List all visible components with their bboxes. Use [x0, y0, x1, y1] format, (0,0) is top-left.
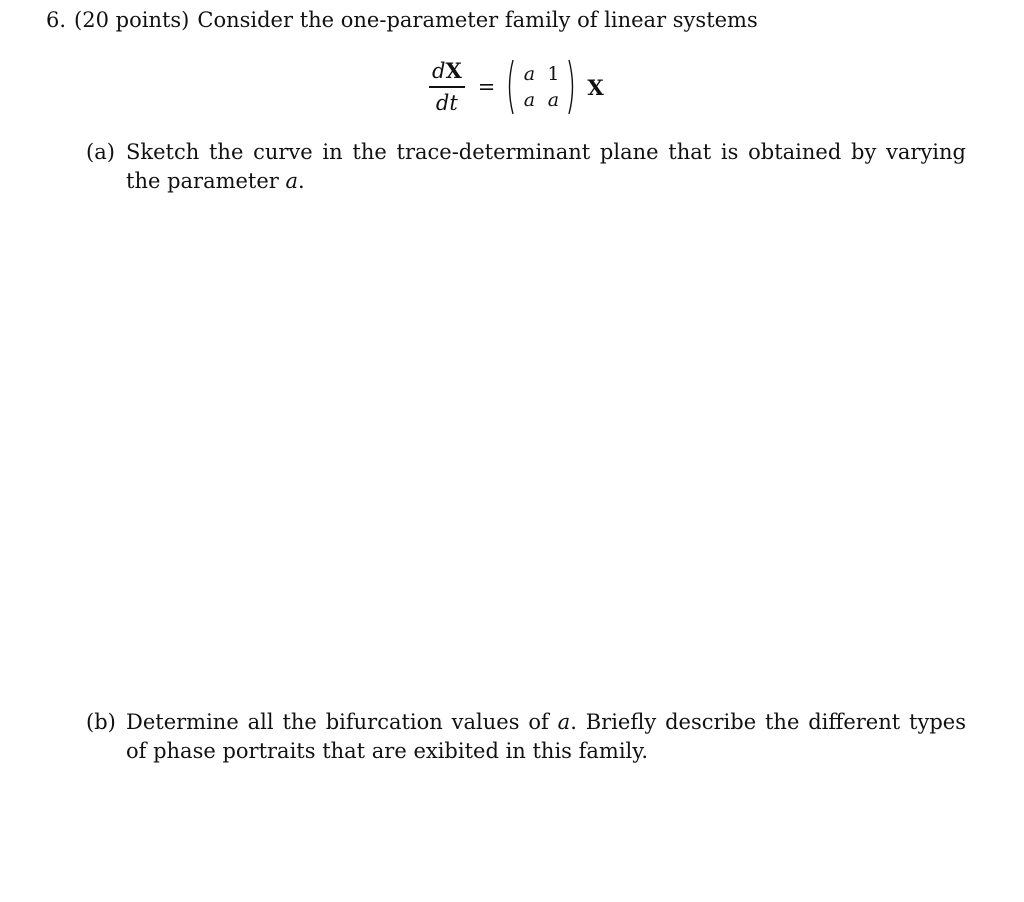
part-b-variable: a [557, 710, 571, 734]
numerator-d: d [432, 59, 446, 84]
matrix-entry-11: a [523, 63, 536, 85]
system-equation [428, 54, 604, 120]
part-b-label: (b) [86, 710, 116, 734]
vector-X: X [587, 74, 604, 100]
part-a-label: (a) [86, 140, 115, 164]
derivative-fraction [428, 58, 466, 115]
coefficient-matrix [505, 58, 577, 116]
part-b-text-main: Determine all the bifurcation values of [126, 710, 558, 734]
part-b [86, 708, 966, 766]
numerator-X: X [445, 58, 462, 84]
equals-sign: = [477, 75, 496, 99]
matrix-entry-22: a [547, 89, 560, 111]
part-a-variable: a [285, 169, 299, 193]
part-b-text [126, 708, 966, 766]
problem-points: (20 points) [74, 8, 190, 32]
fraction-numerator [428, 58, 466, 84]
problem-statement: Consider the one-parameter family of linear systems [197, 8, 758, 32]
part-a-text [126, 138, 966, 196]
fraction-denominator: dt [435, 90, 458, 115]
part-a-text-end: . [298, 169, 305, 193]
problem-number: 6. [46, 8, 67, 32]
left-paren [505, 58, 515, 116]
problem-header [46, 6, 758, 34]
part-b-text-end: . Briefly describe the different types of phase portraits that are exibited in this family. [126, 710, 966, 763]
matrix-entries [517, 61, 565, 113]
part-a-text-main: Sketch the curve in the trace-determinant plane that is obtained by varying the parameter [126, 140, 966, 193]
matrix-entry-12: 1 [547, 63, 560, 85]
matrix-entry-21: a [523, 89, 536, 111]
right-paren [567, 58, 577, 116]
fraction-bar [429, 86, 465, 87]
part-a [86, 138, 966, 196]
